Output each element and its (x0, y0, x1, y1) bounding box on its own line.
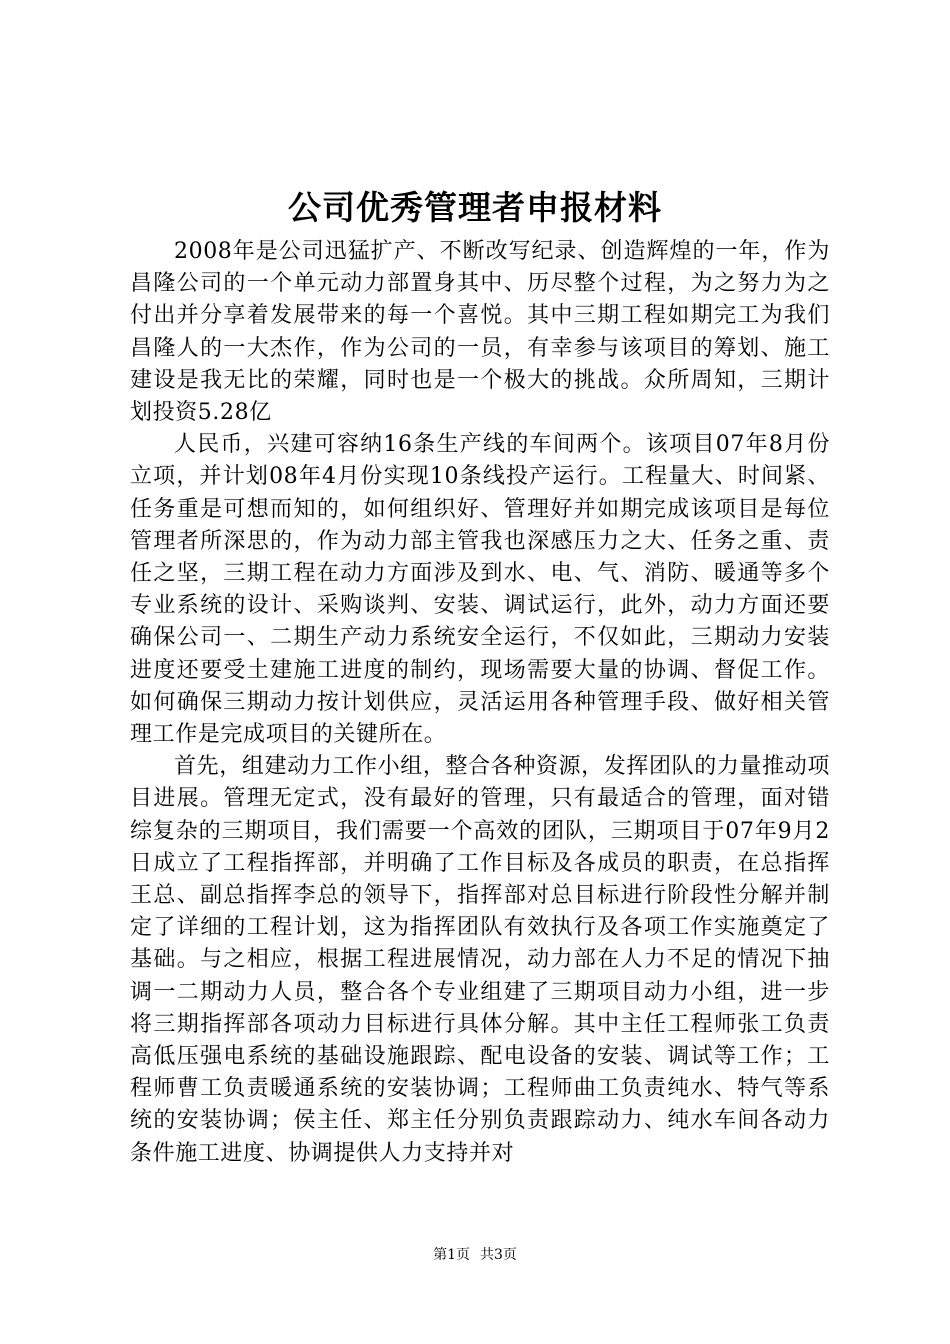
page-number: 第1页 (433, 1247, 470, 1263)
document-title: 公司优秀管理者申报材料 (288, 188, 662, 227)
page-total: 共3页 (480, 1247, 517, 1263)
paragraph-3: 首先，组建动力工作小组，整合各种资源，发挥团队的力量推动项目进展。管理无定式，没有最好的管理，只有最适合的管理，面对错综复杂的三期项目，我们需要一个高效的团队，三期项目于07年9月2日成立了工程指挥部，并明确了工作目标及各成员的职责，在总指挥王总、副总指挥李总的领导下，指挥部对总目标进行阶段性分解并制定了详细的工程计划，这为指挥团队有效执行及各项工作实施奠定了基础。与之相应，根据工程进展情况，动力部在人力不足的情况下抽调一二期动力人员，整合各个专业组建了三期项目动力小组，进一步将三期指挥部各项动力目标进行具体分解。其中主任工程师张工负责高低压强电系统的基础设施跟踪、配电设备的安装、调试等工作；工程师曹工负责暖通系统的安装协调；工程师曲工负责纯水、特气等系统的安装协调；侯主任、郑主任分别负责跟踪动力、纯水车间各动力条件施工进度、协调提供人力支持并对 (130, 754, 830, 1166)
paragraph-1: 2008年是公司迅猛扩产、不断改写纪录、创造辉煌的一年，作为昌隆公司的一个单元动力部置身其中、历尽整个过程，为之努力为之付出并分享着发展带来的每一个喜悦。其中三期工程如期完工为我们昌隆人的一大杰作，作为公司的一员，有幸参与该项目的筹划、施工建设是我无比的荣耀，同时也是一个极大的挑战。众所周知，三期计划投资5.28亿 (130, 239, 830, 426)
paragraph-2: 人民币，兴建可容纳16条生产线的车间两个。该项目07年8月份立项，并计划08年4月份实现10条线投产运行。工程量大、时间紧、任务重是可想而知的，如何组织好、管理好并如期完成该项目是每位管理者所深思的，作为动力部主管我也深感压力之大、任务之重、责任之坚，三期工程在动力方面涉及到水、电、气、消防、暖通等多个专业系统的设计、采购谈判、安装、调试运行，此外，动力方面还要确保公司一、二期生产动力系统安全运行，不仅如此，三期动力安装进度还要受土建施工进度的制约，现场需要大量的协调、督促工作。如何确保三期动力按计划供应，灵活运用各种管理手段、做好相关管理工作是完成项目的关键所在。 (130, 432, 830, 748)
document-body (130, 236, 830, 1170)
page-footer (0, 1243, 950, 1267)
